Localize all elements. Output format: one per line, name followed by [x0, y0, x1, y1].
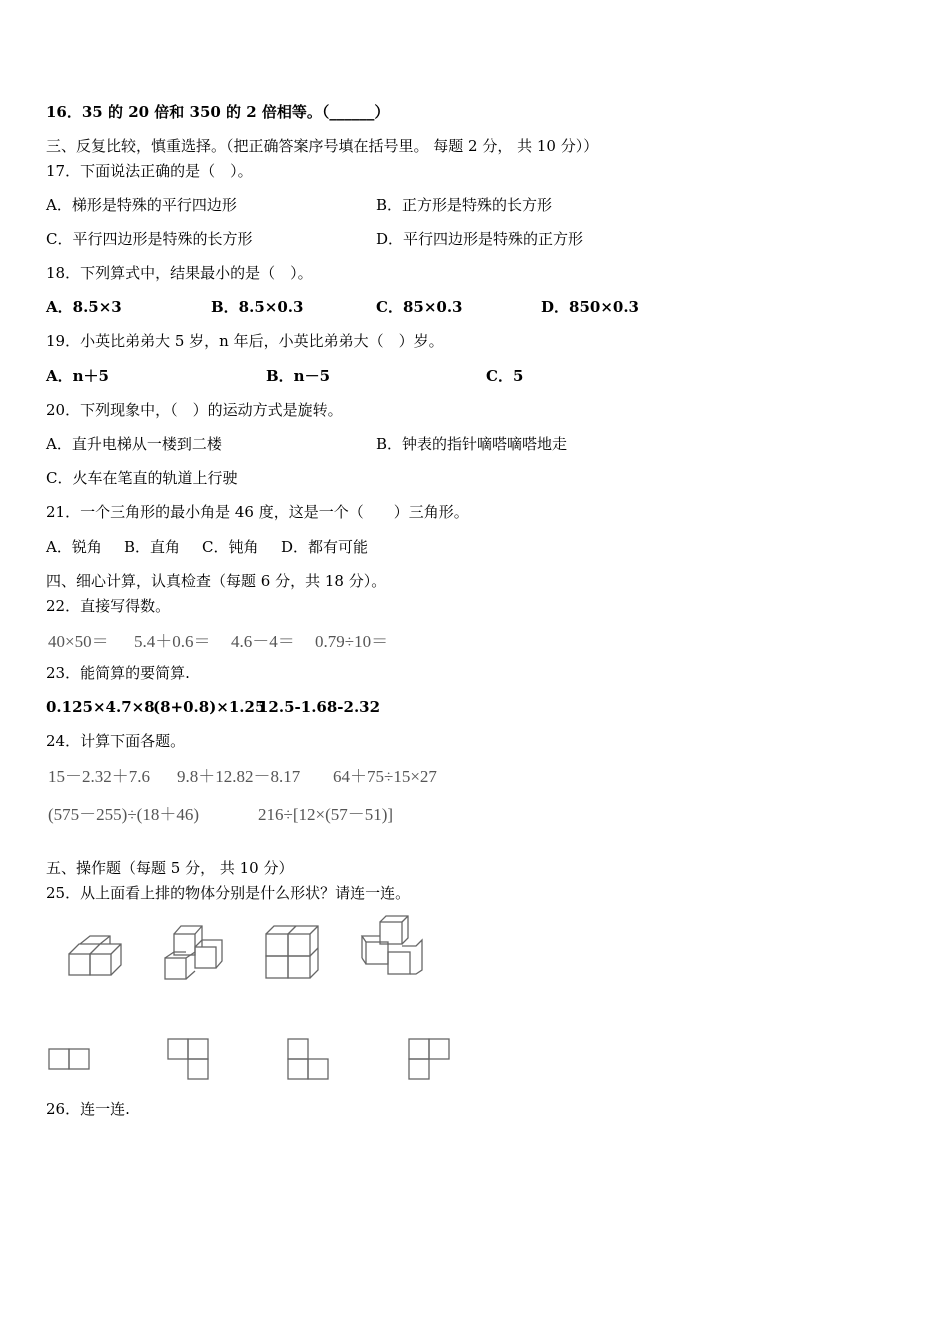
top-view-shape-1	[46, 1046, 92, 1072]
section-3-title: 三、反复比较，慎重选择。（把正确答案序号填在括号里。 每题 2 分， 共 10 分））	[46, 137, 599, 155]
question-21-stem: 21．一个三角形的最小角是 46 度，这是一个（ ）三角形。	[46, 503, 469, 521]
q22-expr-3: 4.6－4＝	[231, 632, 295, 651]
question-19-stem: 19．小英比弟弟大 5 岁，n 年后，小英比弟弟大（ ）岁。	[46, 332, 444, 350]
q24-expr-3: 64＋75÷15×27	[333, 767, 437, 786]
q18-option-c: C．85×0.3	[376, 298, 463, 316]
q22-expr-2: 5.4＋0.6＝	[134, 632, 211, 651]
q19-option-b: B．n－5	[266, 367, 331, 385]
question-16: 16．35 的 20 倍和 350 的 2 倍相等。（______）	[46, 103, 390, 121]
q23-expr-3: 12.5-1.68-2.32	[258, 698, 381, 716]
cube-figure-2	[162, 920, 224, 982]
cube-figure-3	[263, 922, 321, 980]
cube-figure-4	[358, 912, 424, 980]
q19-option-a: A．n＋5	[46, 367, 109, 385]
q21-option-a: A．锐角	[46, 538, 102, 556]
question-17-stem: 17．下面说法正确的是（ ）。	[46, 162, 253, 180]
top-view-shape-2	[165, 1036, 211, 1082]
q20-option-b: B．钟表的指针嘀嗒嘀嗒地走	[376, 435, 568, 453]
q24-expr-5: 216÷[12×(57－51)]	[258, 805, 394, 824]
q23-expr-2: (8+0.8)×1.25	[153, 698, 266, 716]
q17-option-d: D．平行四边形是特殊的正方形	[376, 230, 584, 248]
q24-expr-4: (575－255)÷(18＋46)	[48, 805, 199, 824]
question-18-stem: 18．下列算式中，结果最小的是（ ）。	[46, 264, 313, 282]
question-24-stem: 24．计算下面各题。	[46, 732, 186, 750]
q22-expr-1: 40×50＝	[48, 632, 109, 651]
q17-option-c: C．平行四边形是特殊的长方形	[46, 230, 253, 248]
section-4-title: 四、细心计算，认真检查（每题 6 分，共 18 分）。	[46, 572, 387, 590]
q20-option-a: A．直升电梯从一楼到二楼	[46, 435, 222, 453]
cube-figure-1	[66, 934, 126, 978]
q20-option-c: C．火车在笔直的轨道上行驶	[46, 469, 238, 487]
q24-expr-1: 15－2.32＋7.6	[48, 767, 150, 786]
q21-option-b: B．直角	[124, 538, 181, 556]
top-view-shape-4	[406, 1036, 452, 1082]
q19-option-c: C．5	[486, 367, 524, 385]
top-view-shape-3	[285, 1036, 331, 1082]
q18-option-d: D．850×0.3	[541, 298, 639, 316]
q21-option-d: D．都有可能	[281, 538, 369, 556]
q17-option-b: B．正方形是特殊的长方形	[376, 196, 553, 214]
q17-option-a: A．梯形是特殊的平行四边形	[46, 196, 237, 214]
q22-expr-4: 0.79÷10＝	[315, 632, 389, 651]
question-20-stem: 20．下列现象中，（ ）的运动方式是旋转。	[46, 401, 343, 419]
question-22-stem: 22．直接写得数。	[46, 597, 171, 615]
q18-option-b: B．8.5×0.3	[211, 298, 304, 316]
question-25-stem: 25．从上面看上排的物体分别是什么形状？请连一连。	[46, 884, 411, 902]
question-23-stem: 23．能简算的要简算.	[46, 664, 190, 682]
q18-option-a: A．8.5×3	[46, 298, 122, 316]
q21-option-c: C．钝角	[202, 538, 259, 556]
question-26-stem: 26．连一连.	[46, 1100, 130, 1118]
section-5-title: 五、操作题（每题 5 分， 共 10 分）	[46, 859, 294, 877]
q23-expr-1: 0.125×4.7×8	[46, 698, 155, 716]
q24-expr-2: 9.8＋12.82－8.17	[177, 767, 301, 786]
